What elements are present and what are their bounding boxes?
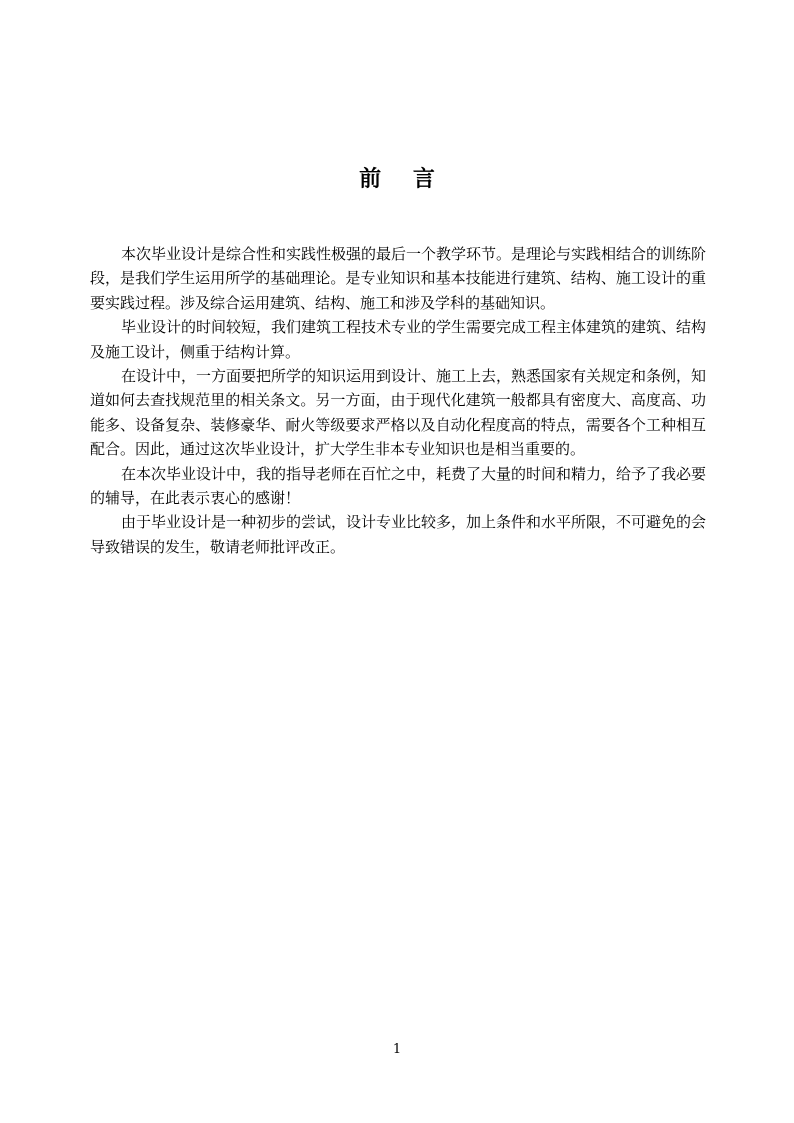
paragraph-3: 在设计中，一方面要把所学的知识运用到设计、施工上去，熟悉国家有关规定和条例，知道如何去查找规范里的相关条文。另一方面，由于现代化建筑一般都具有密度大、高度高、功能多、设备复杂、装修豪华、耐火等级要求严格以及自动化程度高的特点，需要各个工种相互配合。因此，通过这次毕业设计，扩大学生非本专业知识也是相当重要的。	[90, 367, 707, 459]
paragraph-1: 本次毕业设计是综合性和实践性极强的最后一个教学环节。是理论与实践相结合的训练阶段，是我们学生运用所学的基础理论。是专业知识和基本技能进行建筑、结构、施工设计的重要实践过程。涉及综合运用建筑、结构、施工和涉及学科的基础知识。	[90, 245, 707, 312]
document-body	[90, 242, 706, 559]
page-number: 1	[392, 1042, 402, 1057]
paragraph-5: 由于毕业设计是一种初步的尝试，设计专业比较多，加上条件和水平所限，不可避免的会导致错误的发生，敬请老师批评改正。	[90, 513, 707, 556]
paragraph-4: 在本次毕业设计中，我的指导老师在百忙之中，耗费了大量的时间和精力，给予了我必要的辅导，在此表示衷心的感谢！	[90, 464, 707, 508]
paragraph-2: 毕业设计的时间较短，我们建筑工程技术专业的学生需要完成工程主体建筑的建筑、结构及施工设计，侧重于结构计算。	[90, 318, 707, 361]
page-title: 前 言	[359, 167, 447, 192]
